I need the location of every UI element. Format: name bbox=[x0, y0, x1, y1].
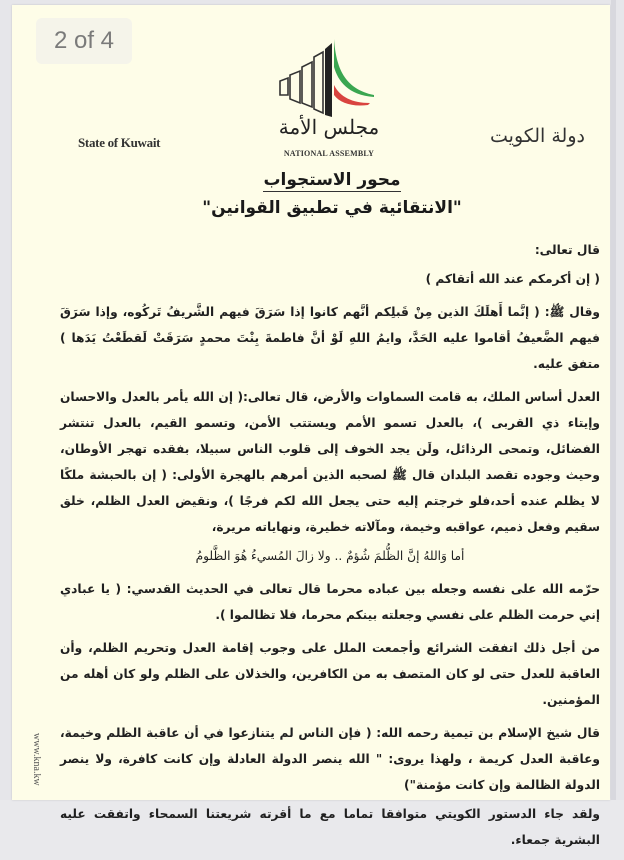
paragraph-verse: ( إن أكرمكم عند الله أتقاكم ) bbox=[425, 272, 600, 286]
document-title bbox=[212, 170, 452, 190]
scrollbar[interactable] bbox=[611, 0, 616, 800]
national-assembly-logo-icon bbox=[274, 37, 384, 119]
paragraph-justice: العدل أساس الملك، به قامت السماوات والأرض، قال تعالى:( إن الله يأمر بالعدل والاحسان وإيتاء ذي القربى )، بالعدل تسمو الأمم ويستتب الأمن، وتسمو القيم، بالعدل تنتشر الفضائل، وتمحى الرذائل، ولَن يجد الخوف إلى قلوب الناس سبيلا، بفقده تهجر الأوطان، وحيث وجوده تقصد البلدان قال ﷺ لصحبه الذين أمرهم بالهجرة الأولى: ( إن بالحبشة ملكًا لا يظلم عنده أحد،فلو خرجتم إليه حتى يجعل الله لكم فرجًا )، ونقيض العدل الظلم، خلق سقيم وفعل ذميم، عواقبه وخيمة، ومآلاته خطيرة، ونهاياته مريرة، bbox=[60, 390, 600, 534]
document-subtitle: "الانتقائية في تطبيق القوانين" bbox=[202, 198, 462, 218]
assembly-name-arabic: مجلس الأمة bbox=[278, 115, 380, 139]
paragraph-ibn-taymiyyah: قال شيخ الإسلام بن تيمية رحمه الله: ( فإن الناس لم يتنازعوا في أن عاقبة الظلم وخيمة، وعاقبة العدل كريمة ، ولهذا يروى: " الله ينصر الدولة العادلة وإن كانت كافرة، ولا ينصر الدولة الظالمة وإن كانت مؤمنة") bbox=[60, 726, 600, 792]
paragraph-verse-intro: قال تعالى: bbox=[534, 243, 600, 257]
document-title-text: محور الاستجواب bbox=[263, 170, 401, 190]
document-body bbox=[60, 237, 600, 860]
paragraph-constitution: ولقد جاء الدستور الكويتي متوافقا تماما مع ما أقرته شريعتنا السمحاء واتفقت عليه البشرية جمعاء. bbox=[60, 807, 600, 847]
paragraph-hadith: وقال ﷺ: ( إنَّما أَهلَكَ الذين مِنْ قَبلِكم أنَّهم كانوا إذا سَرَقَ فيهم الشَّريفُ تَركُوه، وإذا سَرَقَ فيهم الضَّعيفُ أقاموا عليه الحَدَّ، وايمُ اللهِ لَوْ أنَّ فاطمةَ بِنْتَ محمدٍ سَرَقَتْ لَقطَعْتُ يَدَها ) متفق عليه. bbox=[60, 305, 600, 371]
page-counter-badge: 2 of 4 bbox=[36, 18, 132, 64]
paragraph-poem-line: أما وَاللهُ إنَّ الظُّلمَ شُؤمٌ .. ولا زالَ المُسيءُ هُوَ الظَّلومُ bbox=[195, 549, 465, 563]
assembly-name-english: NATIONAL ASSEMBLY bbox=[283, 149, 375, 158]
paragraph-hadith-qudsi: حرّمه الله على نفسه وجعله بين عباده محرما قال تعالى في الحديث القدسي: ( يا عبادي إني حرمت الظلم على نفسي وجعلته بينكم محرما، فلا تظالموا ). bbox=[60, 582, 600, 622]
paragraph-consensus: من أجل ذلك اتفقت الشرائع وأجمعت الملل على وجوب إقامة العدل وتحريم الظلم، وأن العاقبة للعدل حتى لو كان المتصف به من الكافرين، والخذلان على الظلم ولو كان أهله من المؤمنين. bbox=[60, 641, 600, 707]
document-page bbox=[12, 5, 610, 847]
state-name-arabic: دولة الكويت bbox=[490, 125, 585, 147]
website-watermark: www.kna.kw bbox=[31, 733, 42, 786]
state-name-english: State of Kuwait bbox=[78, 135, 161, 150]
